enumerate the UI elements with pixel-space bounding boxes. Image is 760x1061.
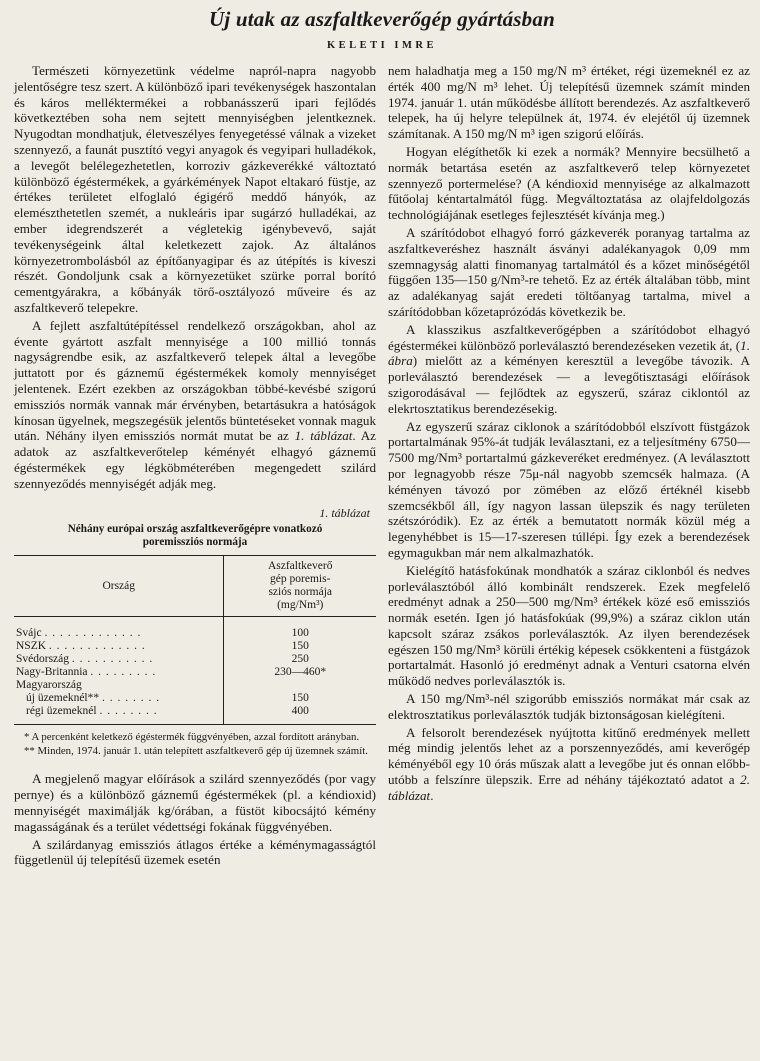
table-row: új üzemeknél** . . . . . . . . 150 xyxy=(14,692,376,705)
paragraph: A megjelenő magyar előírások a szilárd szennyeződés (por vagy pernye) és a különböző gáznemű égéstermékek (pl. a kéndioxid) mennyiségét maximálják kg/órában, a füstöt kibocsájtó kémény magasságának és a terület védettségi fokának függvényében. xyxy=(14,771,376,834)
table-row: Magyarország xyxy=(14,679,376,692)
table-row: Svédország . . . . . . . . . . . 250 xyxy=(16,653,309,666)
paragraph: A szárítódobot elhagyó forró gázkeverék poranyag tartalma az aszfaltkeveréshez használt ásványi adalékanyagok 0,09 mm szemnagyság alatti finomanyag tartalmától és a kőzet minőségétől függően 135—150 g/Nm³-re tehető. Ez az érték általában több, mint az adalékanyag saját eredeti töltőanyag tartalma, mivel a szárítódobban kőzetaprózódás következik be. xyxy=(388,224,750,319)
paragraph: Az egyszerű száraz ciklonok a szárítódobból elszívott füstgázok portartalmának 95%-át tudják leválasztani, ez a teljesítmény 6750—7500 mg/Nm³ portartalmú gázkeveréket eredményez. (A leválasztott por legnagyobb része 75μ-nál nagyobb szemcsék halmaza. (A kéményen távozó por zömében az előző értéknél kisebb szemcsékből áll, így nagyon lassan ülepszik és nagy területen szétszóródik). Ez az érték a bemutatott normák közül még a legenyhébbet is 15—17-szeresen túllépi. Így ezek a berendezések egymagukban már nem alkalmazhatók. xyxy=(388,418,750,560)
column-header-norm: Aszfaltkeverő gép poremis- sziós normája (mg/Nm³) xyxy=(224,556,376,617)
paragraph: Hogyan elégíthetők ki ezek a normák? Mennyire becsülhető a normák betartása esetén az aszfaltkeverő telep környezetet szennyező portermelése? (A kéndioxid mennyisége az alkalmazott fűtőolaj kéntartalmától függ. Megváltoztatása az olajfeldolgozás technológiájának esetleges fejlesztését kívánja meg.) xyxy=(388,143,750,223)
article-title: Új utak az aszfaltkeverőgép gyártásban xyxy=(209,7,555,31)
author-name: KELETI IMRE xyxy=(327,40,437,51)
article-columns xyxy=(14,63,750,870)
footnote: * A percenként keletkező égéstermék függvényében, azzal fordított arányban. xyxy=(24,731,360,744)
footnote: ** Minden, 1974. január 1. után telepített aszfaltkeverő gép új üzemnek számít. xyxy=(24,744,368,757)
paragraph: Természeti környezetünk védelme napról-napra nagyobb jelentőségre tesz szert. A különböző ipari tevékenységek haszontalan és káros melléktermékei a robbanásszerű ipari fejlődés következtében soha nem sejtett mennyiségben jelentkeznek. Nyugodtan mondhatjuk, életveszélyes fenyegetéssé válnak a vizeket szennyező, a faunát pusztító vegyi anyagok és vegyipari hulladékok, a levegőt belélegezhetetlen, korroziv gázkeverékké változtató különböző égéstermékek, a gyárkémények Napot eltakaró füstje, az értékes területet elfoglaló égigérő meddő hányók, az elemészthetetlen szemét, a nukleáris ipar sugárzó hulladékai, az ember idegrendszerét a végletekig igénybevevő, saját tevékenységeink által keletkezett zajok. Az általános környezetrombolásból az építőanyagipar és az útépítés is kiveszi részét. Gondoljunk csak a környezetüket szürke porral borító cementgyárakra, a kőbányák törő-osztályozó műveire és az aszfaltkeverő telepekre. xyxy=(14,63,376,315)
right-column xyxy=(388,63,750,870)
left-column xyxy=(14,63,376,870)
paragraph: A 150 mg/Nm³-nél szigorúbb emissziós normákat már csak az elektrosztatikus porleválasztók tudják biztonságosan kielégíteni. xyxy=(388,691,750,722)
column-header-country: Ország xyxy=(14,556,224,617)
table-row: Svájc . . . . . . . . . . . . . 100 xyxy=(14,617,376,641)
table-label: 1. táblázat xyxy=(319,505,370,520)
paragraph: A felsorolt berendezések nyújtotta kitűnő eredmények mellett még mindig jelentős lehet az a porszennyeződés, ami keverőgép kéményéből egy 10 órás műszak alatt a levegőbe jut és onnan előbb-utóbb a felszínre ülepszik. Erre ad néhány tájékoztató adatot a 2. táblázat. xyxy=(388,724,750,803)
figure-reference: 1. ábra xyxy=(388,337,750,369)
paragraph: Kielégítő hatásfokúnak mondhatók a száraz ciklonból és nedves porleválasztóból álló kombinált rendszerek. Ezek megfelelő eredményt adnak a 250—500 mg/Nm³ értékek közé eső emissziós normák esetén. Igen jó hatásfokúak (99,9%) a száraz ciklon után kapcsolt száraz zsákos porleválasztók. Az ilyen berendezések egészen 150 mg/Nm³ körüli értékig képesek csökkenteni a füstgázok portartalmát. Hasonló jó eredményt adnak a Venturi csatorna elvén működő nedves porleválasztók is. xyxy=(388,562,750,689)
table-reference: 2. táblázat xyxy=(388,772,750,803)
table-row: régi üzemeknél . . . . . . . . 400 xyxy=(14,705,376,725)
paragraph: nem haladhatja meg a 150 mg/N m³ értéket, régi üzemeknél ez az érték 400 mg/N m³ lehet. Új telepítésű üzemnek számít minden 1974. január 1. után működésbe állított berendezés. Az aszfaltkeverő telepek, ha új helyre települnek át, 1974. év elejétől új üzemnek számítanak. A 150 mg/N m³ igen szigorú előírás. xyxy=(388,63,750,142)
paragraph: A szilárdanyag emissziós átlagos értéke a kéménymagasságtól függetlenül új telepítésű üzemek esetén xyxy=(14,836,376,868)
table-title: Néhány európai ország aszfaltkeverőgépre vonatkozó poremissziós normája xyxy=(67,523,323,549)
paragraph: A klasszikus aszfaltkeverőgépben a szárítódobot elhagyó égéstermékei különböző porleválasztó berendezéseken vezetik át, (1. ábra) mielőtt az a kéményen keresztül a levegőbe távozik. A porleválasztó berendezések — a levegőtisztasági előírások szigorodásával — fejlődtek az egyszerű, száraz ciklontól az elekrtosztatikus berendezésekig. xyxy=(388,321,750,416)
table-footnotes xyxy=(14,731,376,757)
paragraph: A fejlett aszfaltútépítéssel rendelkező országokban, ahol az évente gyártott aszfalt mennyisége a 100 millió tonnás nagyságrendbe esik, az aszfaltkeverő telepek által a levegőbe juttatott por és gáznemű égéstermékek komoly mennyiséget jelentenek. Ezért ezekben az országokban többé-kevésbé szigorú emissziós normák vannak már érvényben, betartásukra a hatóságok kínosan ügyelnek, megszegésük jelentős büntetéseket vonnak maguk után. Néhány ilyen emissziós normát mutat be az 1. táblázat. Az adatok az aszfaltkeverőtelep kéményét elhagyó gáznemű égéstermékek egy légköbméterében megengedett szilárd szennyeződés mennyiségét adják meg. xyxy=(14,317,376,491)
table-reference: 1. táblázat xyxy=(294,428,353,444)
table-row: Nagy-Britannia . . . . . . . . . 230—460* xyxy=(16,666,327,679)
emission-norms-table xyxy=(14,555,376,725)
table-row: NSZK . . . . . . . . . . . . . 150 xyxy=(16,640,309,653)
